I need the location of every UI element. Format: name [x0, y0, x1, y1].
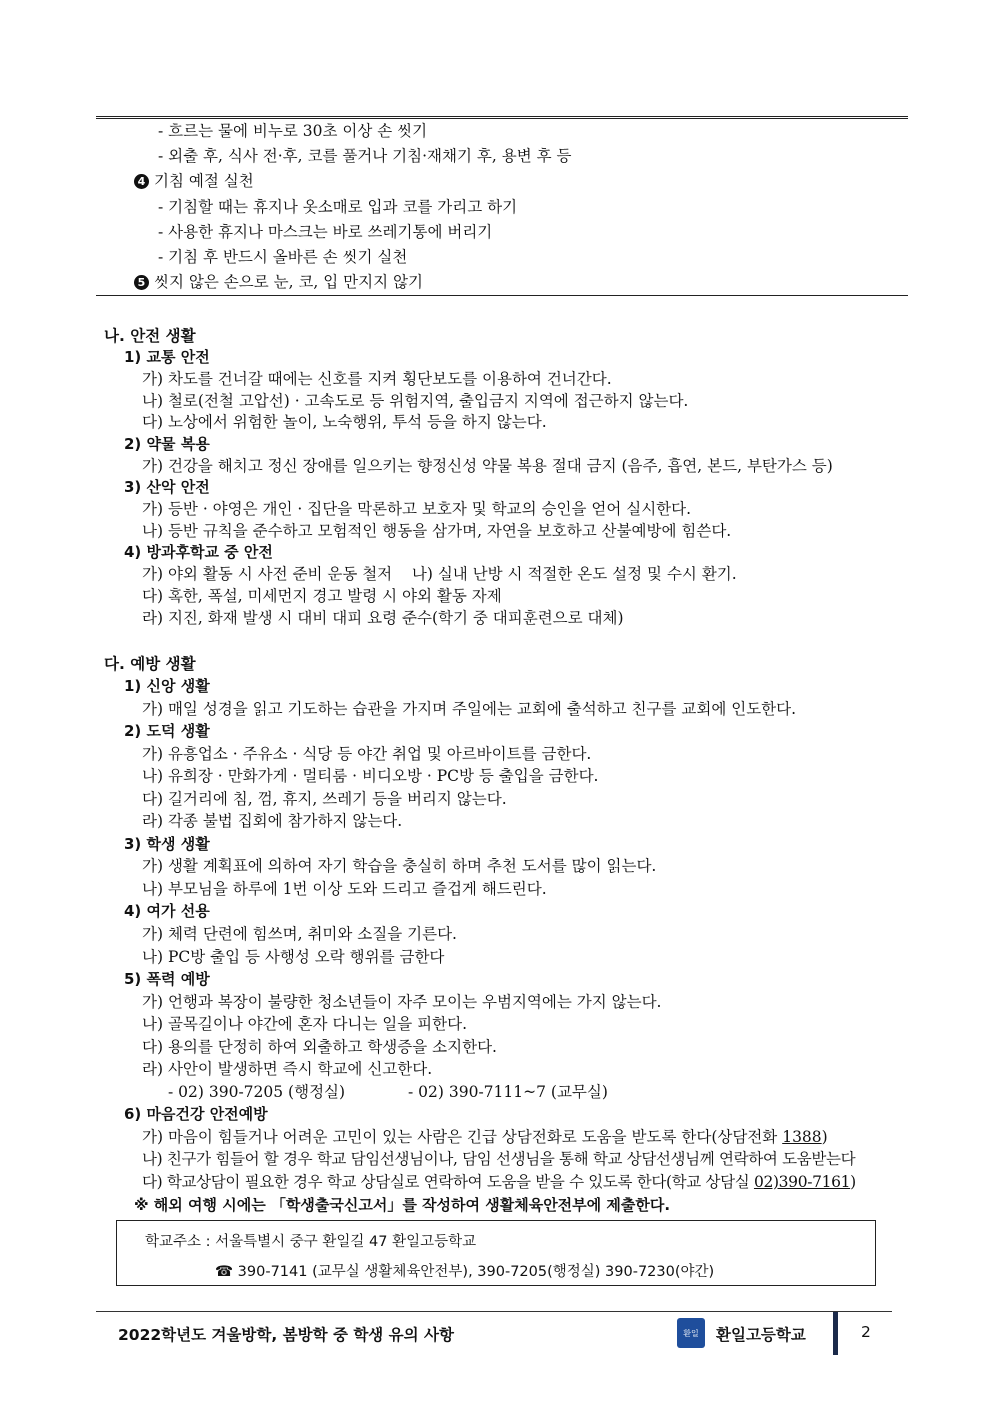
handwash-line: - 흐르는 물에 비누로 30초 이상 손 씻기: [158, 122, 428, 140]
traffic-item: 나) 철로(전철 고압선) · 고속도로 등 위험지역, 출입금지 지역에 접근하지 않는다.: [142, 392, 689, 410]
prevention-section-title: 다. 예방 생활: [104, 655, 196, 673]
student-life-title: 3) 학생 생활: [124, 835, 210, 853]
wash-after-cough-line: - 기침 후 반드시 올바른 손 씻기 실천: [158, 248, 408, 266]
page-number: 2: [861, 1323, 871, 1341]
student-life-item: 나) 부모님을 하루에 1번 이상 도와 드리고 즐겁게 해드린다.: [142, 880, 547, 898]
mental-health-title: 6) 마음건강 안전예방: [124, 1105, 268, 1123]
leisure-title: 4) 여가 선용: [124, 902, 210, 920]
violence-item: 나) 골목길이나 야간에 혼자 다니는 일을 피한다.: [142, 1015, 468, 1033]
cough-etiquette-heading: 4 기침 예절 실천: [134, 170, 254, 192]
school-logo-icon: 환일: [677, 1318, 705, 1348]
school-name: 환일고등학교: [716, 1326, 806, 1344]
moral-item: 라) 각종 불법 집회에 참가하지 않는다.: [142, 812, 403, 830]
student-life-item: 가) 생활 계획표에 의하여 자기 학습을 충실히 하며 추천 도서를 많이 읽는다.: [142, 857, 657, 875]
school-address-box: [116, 1220, 876, 1286]
teachers-office-phone: - 02) 390-7111~7 (교무실): [408, 1083, 608, 1101]
violence-item: 다) 용의를 단정히 하여 외출하고 학생증을 소지한다.: [142, 1038, 497, 1056]
mental-health-item: 가) 마음이 힘들거나 어려운 고민이 있는 사람은 긴급 상담전화로 도움을 받도록 한다(상담전화 1388): [142, 1128, 828, 1146]
traffic-item: 가) 차도를 건너갈 때에는 신호를 지켜 횡단보도를 이용하여 건너간다.: [142, 370, 612, 388]
school-address: 학교주소 : 서울특별시 중구 환일길 47 환일고등학교: [145, 1234, 477, 1250]
afterschool-item: 라) 지진, 화재 발생 시 대비 대피 요령 준수(학기 중 대피훈련으로 대체): [142, 609, 624, 627]
afterschool-safety-title: 4) 방과후학교 중 안전: [124, 543, 273, 561]
afterschool-item: 다) 혹한, 폭설, 미세먼지 경고 발령 시 야외 활동 자제: [142, 587, 502, 605]
moral-item: 가) 유흥업소 · 주유소 · 식당 등 야간 취업 및 아르바이트를 금한다.: [142, 745, 592, 763]
handwash-timing-line: - 외출 후, 식사 전·후, 코를 풀거나 기침·재채기 후, 용변 후 등: [158, 147, 572, 165]
violence-title: 5) 폭력 예방: [124, 970, 210, 988]
leisure-item: 가) 체력 단련에 힘쓰며, 취미와 소질을 기른다.: [142, 925, 457, 943]
footer-divider: [96, 1311, 892, 1312]
leisure-item: 나) PC방 출입 등 사행성 오락 행위를 금한다: [142, 948, 445, 966]
violence-item: 가) 언행과 복장이 불량한 청소년들이 자주 모이는 우범지역에는 가지 않는다.: [142, 993, 662, 1011]
traffic-safety-title: 1) 교통 안전: [124, 348, 210, 366]
safety-section-title: 나. 안전 생활: [104, 327, 196, 345]
violence-item: 라) 사안이 발생하면 즉시 학교에 신고한다.: [142, 1060, 433, 1078]
cough-cover-line: - 기침할 때는 휴지나 옷소매로 입과 코를 가리고 하기: [158, 198, 518, 216]
mental-health-item: 나) 친구가 힘들어 할 경우 학교 담임선생님이나, 담임 선생님을 통해 학교 상담선생님께 연락하여 도움받는다: [142, 1150, 856, 1168]
school-phone-numbers: ☎ 390-7141 (교무실 생활체육안전부), 390-7205(행정실) 390-7230(야간): [215, 1264, 715, 1280]
drug-item: 가) 건강을 해치고 정신 장애를 일으키는 향정신성 약물 복용 절대 금지 (음주, 흡연, 본드, 부탄가스 등): [142, 457, 833, 475]
moral-item: 나) 유희장 · 만화가게 · 멀티룸 · 비디오방 · PC방 등 출입을 금한다.: [142, 767, 599, 785]
number-4-icon: 4: [134, 174, 149, 189]
no-touch-face-heading: 5 씻지 않은 손으로 눈, 코, 입 만지지 않기: [134, 271, 423, 293]
mental-health-item: 다) 학교상담이 필요한 경우 학교 상담실로 연락하여 도움을 받을 수 있도록 한다(학교 상담실 02)390-7161): [142, 1173, 856, 1191]
mountain-item: 나) 등반 규칙을 준수하고 모험적인 행동을 삼가며, 자연을 보호하고 산불예방에 힘쓴다.: [142, 522, 732, 540]
traffic-item: 다) 노상에서 위험한 놀이, 노숙행위, 투석 등을 하지 않는다.: [142, 413, 547, 431]
faith-item: 가) 매일 성경을 읽고 기도하는 습관을 가지며 주일에는 교회에 출석하고 친구를 교회에 인도한다.: [142, 700, 797, 718]
mountain-item: 가) 등반 · 야영은 개인 · 집단을 막론하고 보호자 및 학교의 승인을 얻어 실시한다.: [142, 500, 692, 518]
footer-accent-bar: [833, 1312, 838, 1355]
moral-title: 2) 도덕 생활: [124, 722, 210, 740]
drug-title: 2) 약물 복용: [124, 435, 210, 453]
afterschool-item: 가) 야외 활동 시 사전 준비 운동 철저 나) 실내 난방 시 적절한 온도 설정 및 수시 환기.: [142, 565, 737, 583]
overseas-travel-note: ※ 해외 여행 시에는 「학생출국신고서」를 작성하여 생활체육안전부에 제출한다.: [134, 1196, 671, 1214]
faith-title: 1) 신앙 생활: [124, 677, 210, 695]
moral-item: 다) 길거리에 침, 껌, 휴지, 쓰레기 등을 버리지 않는다.: [142, 790, 507, 808]
number-5-icon: 5: [134, 275, 149, 290]
mountain-safety-title: 3) 산악 안전: [124, 478, 210, 496]
hotline-number: 1388: [782, 1128, 822, 1146]
dispose-tissue-line: - 사용한 휴지나 마스크는 바로 쓰레기통에 버리기: [158, 223, 493, 241]
counseling-number: 02)390-7161: [753, 1173, 851, 1191]
footer-title: 2022학년도 겨울방학, 봄방학 중 학생 유의 사항: [118, 1326, 454, 1344]
admin-office-phone: - 02) 390-7205 (행정실): [168, 1083, 346, 1101]
